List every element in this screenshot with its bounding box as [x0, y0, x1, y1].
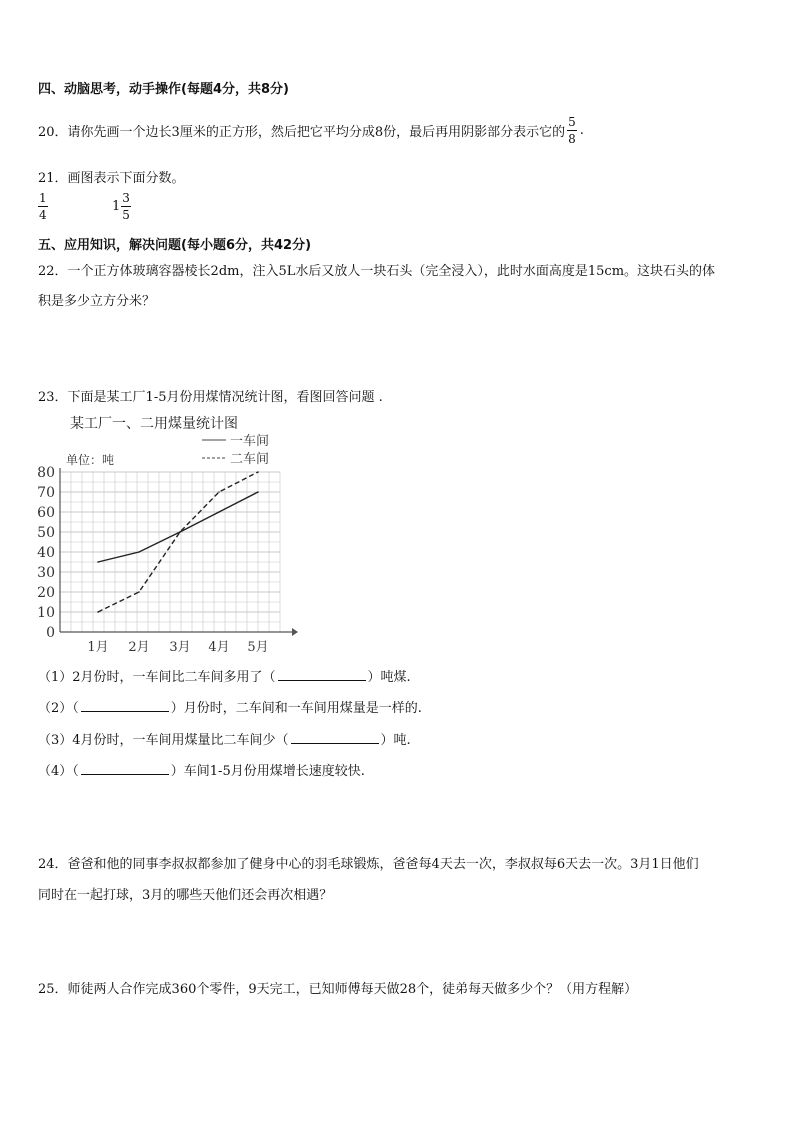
- section-5-heading: 五、应用知识，解决问题(每小题6分，共42分): [38, 238, 312, 253]
- answer-blank-3[interactable]: [291, 731, 379, 744]
- question-22-line2: 积是多少立方分米？: [38, 294, 156, 309]
- series-line-1: [98, 492, 258, 562]
- fraction-5-8: [567, 116, 577, 145]
- chart-title: 某工厂一、二用煤量统计图: [70, 416, 238, 432]
- sub3-text-a: （3）4月份时，一车间用煤量比二车间少（: [38, 733, 289, 748]
- question-21-text: 21．画图表示下面分数。: [38, 171, 185, 186]
- question-23-text: 23．下面是某工厂1-5月份用煤情况统计图，看图回答问题 .: [38, 390, 383, 405]
- x-tick-label: 5月: [247, 640, 269, 655]
- answer-blank-1[interactable]: [278, 668, 366, 681]
- series-point: [138, 591, 140, 593]
- question-22-line1: 22．一个正方体玻璃容器棱长2dm，注入5L水后又放人一块石头（完全浸入），此时水面高度是15cm。这块石头的体: [38, 264, 716, 279]
- series-point: [138, 551, 140, 553]
- series-point: [97, 561, 99, 563]
- fraction-1-4: [38, 192, 48, 221]
- chart-ylabel: 单位：吨: [66, 453, 115, 467]
- answer-blank-4[interactable]: [81, 762, 169, 775]
- sub4-text-a: （4）（: [38, 764, 79, 779]
- mixed-whole: 1: [112, 199, 121, 214]
- question-23-sub1: [38, 666, 411, 685]
- sub2-text-a: （2）（: [38, 701, 79, 716]
- legend-label: 一车间: [230, 434, 270, 449]
- chart-ticks: [37, 465, 268, 655]
- question-25-text: 25．师徒两人合作完成360个零件，9天完工，已知师傅每天做28个，徒弟每天做多少个？（用方程解）: [38, 982, 638, 997]
- x-tick-label: 4月: [208, 640, 230, 655]
- question-23-sub3: [38, 729, 411, 748]
- mixed-number-1-3-5: [112, 192, 131, 221]
- fraction-numerator: 3: [122, 191, 130, 205]
- series-point: [179, 531, 181, 533]
- section-4-heading: 四、动脑思考，动手操作(每题4分，共8分): [38, 82, 289, 97]
- y-tick-label: 0: [46, 625, 55, 641]
- y-tick-label: 40: [37, 545, 55, 561]
- series-point: [218, 511, 220, 513]
- y-tick-label: 50: [37, 525, 55, 541]
- y-tick-label: 80: [37, 465, 55, 481]
- fraction-numerator: 5: [568, 114, 576, 129]
- fraction-denominator: 4: [39, 208, 47, 222]
- x-tick-label: 2月: [128, 640, 150, 655]
- question-20: [38, 110, 584, 150]
- y-tick-label: 70: [37, 485, 55, 501]
- question-20-text: 20．请你先画一个边长3厘米的正方形，然后把它平均分成8份，最后再用阴影部分表示它的: [38, 124, 566, 140]
- y-tick-label: 10: [37, 605, 55, 621]
- series-point: [97, 611, 99, 613]
- question-23-sub4: [38, 760, 365, 779]
- chart-grid: [60, 472, 280, 632]
- question-20-period: .: [579, 122, 584, 138]
- y-tick-label: 60: [37, 505, 55, 521]
- sub1-text-b: ）吨煤.: [367, 670, 411, 685]
- x-axis-arrow: [292, 628, 298, 636]
- y-tick-label: 20: [37, 585, 55, 601]
- x-tick-label: 3月: [169, 640, 191, 655]
- fraction-numerator: 1: [39, 191, 47, 205]
- fraction-denominator: 8: [568, 131, 576, 146]
- question-23-sub2: [38, 697, 422, 716]
- sub4-text-b: ）车间1-5月份用煤增长速度较快.: [170, 764, 365, 779]
- question-24-line1: 24．爸爸和他的同事李叔叔都参加了健身中心的羽毛球锻炼，爸爸每4天去一次，李叔叔每6天去一次。3月1日他们: [38, 857, 699, 872]
- sub1-text-a: （1）2月份时，一车间比二车间多用了（: [38, 670, 276, 685]
- fraction-denominator: 5: [122, 208, 130, 222]
- series-point: [257, 491, 259, 493]
- series-point: [257, 471, 259, 473]
- line-chart: [30, 412, 305, 657]
- series-point: [218, 491, 220, 493]
- answer-blank-2[interactable]: [81, 699, 169, 712]
- sub2-text-b: ）月份时，二车间和一车间用煤量是一样的.: [170, 701, 422, 716]
- x-tick-label: 1月: [87, 640, 109, 655]
- legend-label: 二车间: [230, 452, 270, 467]
- y-tick-label: 30: [37, 565, 55, 581]
- chart-legend: [202, 433, 269, 467]
- sub3-text-b: ）吨.: [380, 733, 411, 748]
- question-24-line2: 同时在一起打球，3月的哪些天他们还会再次相遇？: [38, 888, 333, 903]
